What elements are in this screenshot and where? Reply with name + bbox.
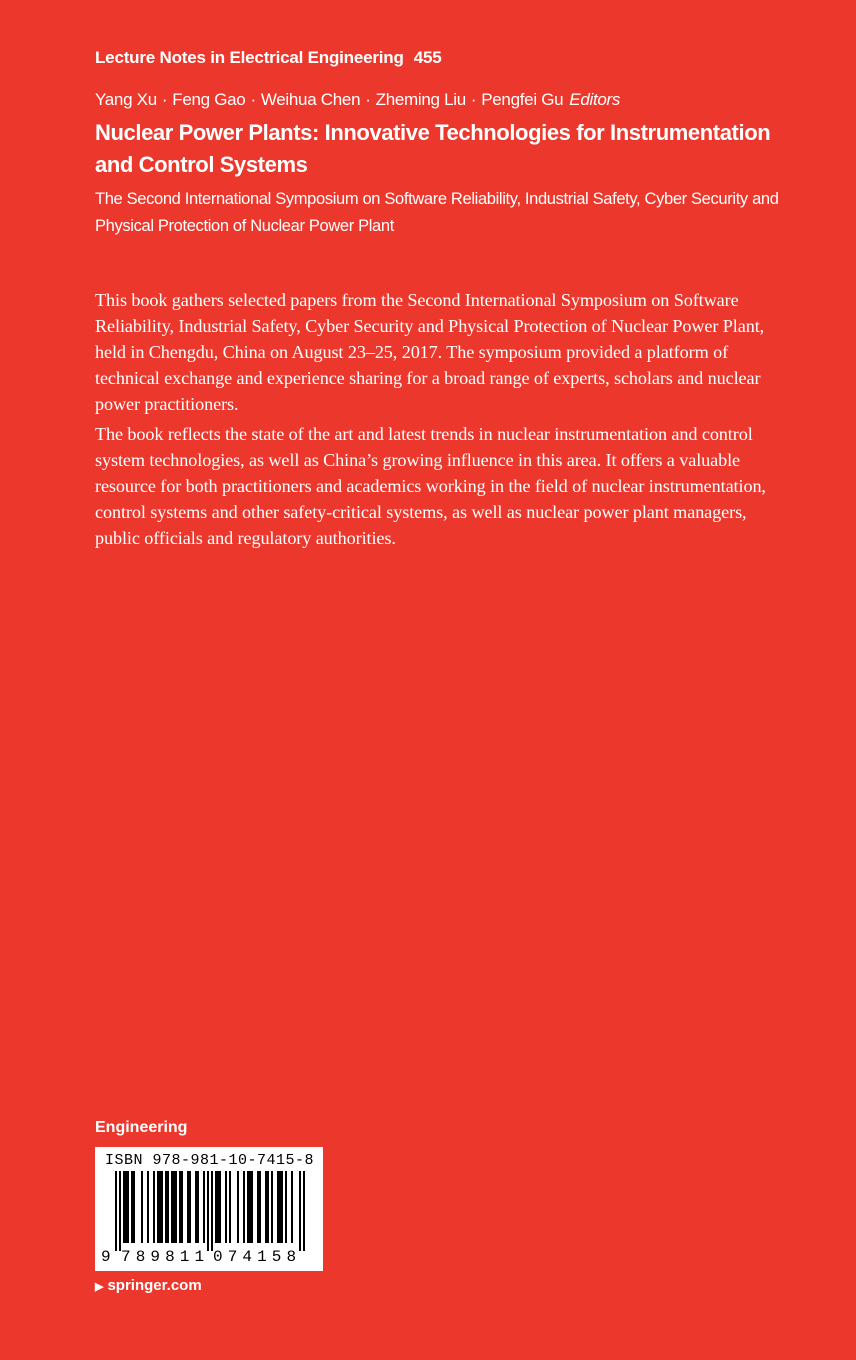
website-url: springer.com xyxy=(107,1277,202,1294)
isbn-label: ISBN 978-981-10-7415-8 xyxy=(105,1152,315,1169)
barcode-first-digit: 9 xyxy=(101,1248,111,1266)
barcode-bar xyxy=(161,1171,163,1243)
barcode-bar xyxy=(197,1171,199,1243)
barcode-bar xyxy=(279,1171,281,1243)
barcode-bar xyxy=(115,1171,117,1251)
barcode-bar xyxy=(133,1171,135,1243)
publisher-website[interactable] xyxy=(95,1277,202,1294)
barcode-bar xyxy=(285,1171,287,1243)
barcode-left-digits: 789811 xyxy=(121,1248,210,1266)
barcode-bar xyxy=(237,1171,239,1243)
barcode-bar xyxy=(195,1171,197,1243)
barcode-graphic xyxy=(95,1171,323,1251)
barcode-bar xyxy=(153,1171,155,1243)
barcode-bar xyxy=(179,1171,181,1243)
editor-separator: · xyxy=(250,90,256,109)
barcode-bar xyxy=(125,1171,127,1243)
barcode-bar xyxy=(203,1171,205,1243)
barcode-bar xyxy=(251,1171,253,1243)
editor-name: Feng Gao xyxy=(172,90,246,109)
editor-separator: · xyxy=(161,90,168,109)
series-volume: 455 xyxy=(413,48,442,67)
barcode-bar xyxy=(171,1171,173,1243)
barcode-bar xyxy=(131,1171,133,1243)
book-title: Nuclear Power Plants: Innovative Technologies for Instrumentation and Control Systems xyxy=(95,120,771,177)
barcode-bar xyxy=(303,1171,305,1251)
barcode-bar xyxy=(175,1171,177,1243)
description-paragraph-1: This book gathers selected papers from the Second International Symposium on Software Reliability, Industrial Safety, Cyber Security and Physical Protection of Nuclear Power Plant, held in Chengdu, China on August 23–25, 2017. The symposium provided a platform of technical exchange and experience sharing for a broad range of experts, scholars and nuclear power practitioners. xyxy=(95,290,765,414)
barcode-right-digits: 074158 xyxy=(213,1248,302,1266)
editor-name: Weihua Chen xyxy=(260,90,361,109)
barcode-bar xyxy=(299,1171,301,1251)
barcode-bar xyxy=(181,1171,183,1243)
barcode-bar xyxy=(225,1171,227,1243)
barcode-bar xyxy=(229,1171,231,1243)
description-paragraph-2: The book reflects the state of the art and latest trends in nuclear instrumentation and control system technologies, as well as China’s growing influence in this area. It offers a valuable resource for both practitioners and academics working in the field of nuclear instrumentation, control systems and other safety-critical systems, as well as nuclear power plant managers, public officials and regulatory authorities. xyxy=(95,424,766,548)
barcode-bar xyxy=(291,1171,293,1243)
arrow-right-icon: ▶ xyxy=(95,1281,104,1293)
barcode-bar xyxy=(147,1171,149,1243)
barcode-bar xyxy=(265,1171,267,1243)
barcode-bar xyxy=(173,1171,175,1243)
barcode-bar xyxy=(219,1171,221,1243)
barcode-bar xyxy=(257,1171,259,1243)
barcode-bar xyxy=(207,1171,209,1251)
barcode-bar xyxy=(249,1171,251,1243)
category-label: Engineering xyxy=(95,1119,188,1136)
barcode-bar xyxy=(259,1171,261,1243)
barcode-bar xyxy=(271,1171,273,1243)
barcode-bar xyxy=(159,1171,161,1243)
barcode-box xyxy=(95,1147,323,1271)
barcode-bar xyxy=(211,1171,213,1251)
book-subtitle: The Second International Symposium on Software Reliability, Industrial Safety, Cyber Security and Physical Protection of Nuclear Power Plant xyxy=(95,190,779,235)
barcode-bar xyxy=(281,1171,283,1243)
barcode-bar xyxy=(157,1171,159,1243)
editors-line xyxy=(95,90,620,110)
barcode-bar xyxy=(127,1171,129,1243)
barcode-bar xyxy=(277,1171,279,1243)
editors-role: Editors xyxy=(569,90,621,109)
editor-name: Zheming Liu xyxy=(375,90,466,109)
editor-name: Yang Xu xyxy=(95,90,157,109)
series-line xyxy=(95,48,441,68)
barcode-bar xyxy=(123,1171,125,1243)
barcode-bar xyxy=(141,1171,143,1243)
editor-separator: · xyxy=(365,90,371,109)
barcode-bar xyxy=(267,1171,269,1243)
barcode-bar xyxy=(165,1171,167,1243)
barcode-bar xyxy=(119,1171,121,1251)
barcode-bar xyxy=(189,1171,191,1243)
barcode-bar xyxy=(187,1171,189,1243)
barcode-bar xyxy=(217,1171,219,1243)
barcode-bar xyxy=(215,1171,217,1243)
editor-name: Pengfei Gu xyxy=(481,90,564,109)
editor-separator: · xyxy=(470,90,477,109)
series-name: Lecture Notes in Electrical Engineering xyxy=(95,48,404,67)
barcode-bar xyxy=(243,1171,245,1243)
barcode-bar xyxy=(247,1171,249,1243)
barcode-bar xyxy=(167,1171,169,1243)
